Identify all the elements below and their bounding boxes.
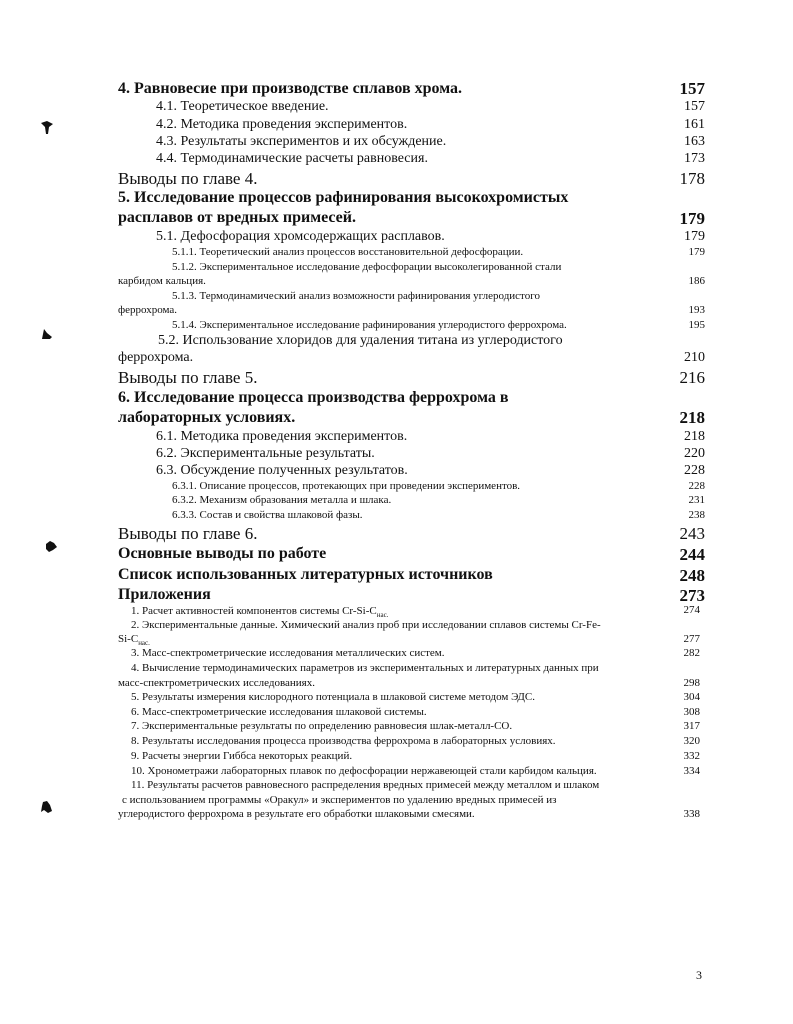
toc-entry: $Si-C_{нас.}$	[118, 633, 150, 648]
toc-page: 218	[684, 429, 705, 444]
toc-page: 334	[683, 765, 700, 777]
toc-page: 218	[679, 408, 705, 427]
toc-page: 244	[679, 545, 705, 564]
toc-entry: 5.2. Использование хлоридов для удаления титана из углеродистого	[158, 333, 563, 348]
toc-entry: 10. Хронометражи лабораторных плавок по дефосфорации нержавеющей стали карбидом кальция.	[131, 765, 597, 777]
toc-page: 277	[683, 633, 700, 645]
toc-entry: 4.1. Теоретическое введение.	[156, 99, 329, 114]
toc-entry: 5. Результаты измерения кислородного потенциала в шлаковой системе методом ЭДС.	[131, 691, 536, 703]
toc-entry: 6.3.1. Описание процессов, протекающих при проведении экспериментов.	[172, 480, 521, 492]
toc-entry: карбидом кальция.	[118, 275, 206, 287]
toc-entry: Основные выводы по работе	[118, 545, 327, 562]
toc-page: 228	[684, 463, 705, 478]
toc-entry: углеродистого феррохрома в результате его обработки шлаковыми смесями.	[118, 808, 475, 820]
toc-entry: 6.1. Методика проведения экспериментов.	[156, 429, 408, 444]
toc-page: 320	[683, 735, 700, 747]
toc-entry: Список использованных литературных источников	[118, 566, 493, 583]
toc-entry: с использованием программы «Оракул» и экспериментов по удалению вредных примесей из	[122, 794, 557, 806]
toc-page: 157	[684, 99, 705, 114]
toc-page: 216	[679, 368, 705, 387]
toc-entry: феррохрома.	[118, 350, 194, 365]
toc-page: 157	[679, 79, 705, 98]
toc-entry: 7. Экспериментальные результаты по определению равновесия шлак-металл-CO.	[131, 720, 513, 732]
toc-entry: Выводы по главе 4.	[118, 169, 258, 188]
toc-page: 193	[688, 304, 705, 316]
toc-page: 238	[688, 509, 705, 521]
toc-page: 210	[684, 350, 705, 365]
toc-entry: 5. Исследование процессов рафинирования высокохромистых	[118, 189, 569, 206]
toc-entry: 5.1.1. Теоретический анализ процессов восстановительной дефосфорации.	[172, 246, 524, 258]
toc-entry: 6.3.3. Состав и свойства шлаковой фазы.	[172, 509, 363, 521]
toc-page: 179	[679, 209, 705, 228]
toc-page: 228	[688, 480, 705, 492]
toc-entry: масс-спектрометрических исследованиях.	[118, 677, 315, 689]
toc-entry: 11. Результаты расчетов равновесного распределения вредных примесей между металлом и шлаком	[131, 779, 600, 791]
scan-mark-icon	[38, 798, 56, 816]
toc-entry: 6. Исследование процесса производства феррохрома в	[118, 389, 509, 406]
toc-entry: 5.1. Дефосфорация хромсодержащих расплавов.	[156, 229, 445, 244]
scan-mark-icon	[38, 118, 56, 136]
toc-entry: 4.3. Результаты экспериментов и их обсуждение.	[156, 134, 447, 149]
toc-entry: 4. Вычисление термодинамических параметров из экспериментальных и литературных данных при	[131, 662, 599, 674]
toc-page: 273	[679, 586, 705, 605]
toc-entry: 4. Равновесие при производстве сплавов хрома.	[118, 80, 463, 97]
toc-page: 304	[683, 691, 700, 703]
toc-entry: 4.2. Методика проведения экспериментов.	[156, 117, 408, 132]
scan-mark-icon	[42, 538, 60, 556]
toc-entry: 9. Расчеты энергии Гиббса некоторых реакций.	[131, 750, 353, 762]
toc-page: 298	[683, 677, 700, 689]
toc-page: 195	[688, 319, 705, 331]
toc-page: 274	[683, 604, 700, 616]
toc-entry: 5.1.4. Экспериментальное исследование рафинирования углеродистого феррохрома.	[172, 319, 567, 331]
toc-entry: 1. Расчет активностей компонентов системы $Cr-Si-C_{нас.}$	[131, 605, 389, 620]
toc-entry: 6. Масс-спектрометрические исследования шлаковой системы.	[131, 706, 427, 718]
toc-page: 163	[684, 134, 705, 149]
toc-page: 317	[683, 720, 700, 732]
toc-page: 338	[683, 808, 700, 820]
toc-page: 248	[679, 566, 705, 585]
toc-entry: 6.3.2. Механизм образования металла и шлака.	[172, 494, 392, 506]
toc-page: 179	[688, 246, 705, 258]
toc-page: 332	[683, 750, 700, 762]
toc-page: 186	[688, 275, 705, 287]
toc-entry: Приложения	[118, 586, 211, 603]
toc-entry: 6.3. Обсуждение полученных результатов.	[156, 463, 408, 478]
toc-page: 173	[684, 151, 705, 166]
toc-entry: 6.2. Экспериментальные результаты.	[156, 446, 375, 461]
toc-entry: расплавов от вредных примесей.	[118, 209, 356, 226]
toc-entry: 8. Результаты исследования процесса производства феррохрома в лабораторных условиях.	[131, 735, 556, 747]
toc-page: 308	[683, 706, 700, 718]
toc-entry: феррохрома.	[118, 304, 178, 316]
toc-page: 243	[679, 524, 705, 543]
toc-page: 161	[684, 117, 705, 132]
toc-entry: 5.1.2. Экспериментальное исследование дефосфорации высоколегированной стали	[172, 261, 562, 273]
toc-entry: лабораторных условиях.	[118, 409, 296, 426]
scan-mark-icon	[38, 325, 56, 343]
toc-page: 179	[684, 229, 705, 244]
toc-page: 282	[683, 647, 700, 659]
toc-page: 231	[688, 494, 705, 506]
toc-page: 220	[684, 446, 705, 461]
toc-entry: 4.4. Термодинамические расчеты равновесия.	[156, 151, 428, 166]
toc-entry: Выводы по главе 5.	[118, 368, 258, 387]
page-number: 3	[696, 968, 702, 982]
toc-page: 178	[679, 169, 705, 188]
toc-entry: 2. Экспериментальные данные. Химический анализ проб при исследовании сплавов системы Cr-Fe-	[131, 619, 601, 631]
toc-entry: 3. Масс-спектрометрические исследования металлических систем.	[131, 647, 445, 659]
toc-entry: 5.1.3. Термодинамический анализ возможности рафинирования углеродистого	[172, 290, 540, 302]
toc-entry: Выводы по главе 6.	[118, 524, 258, 543]
